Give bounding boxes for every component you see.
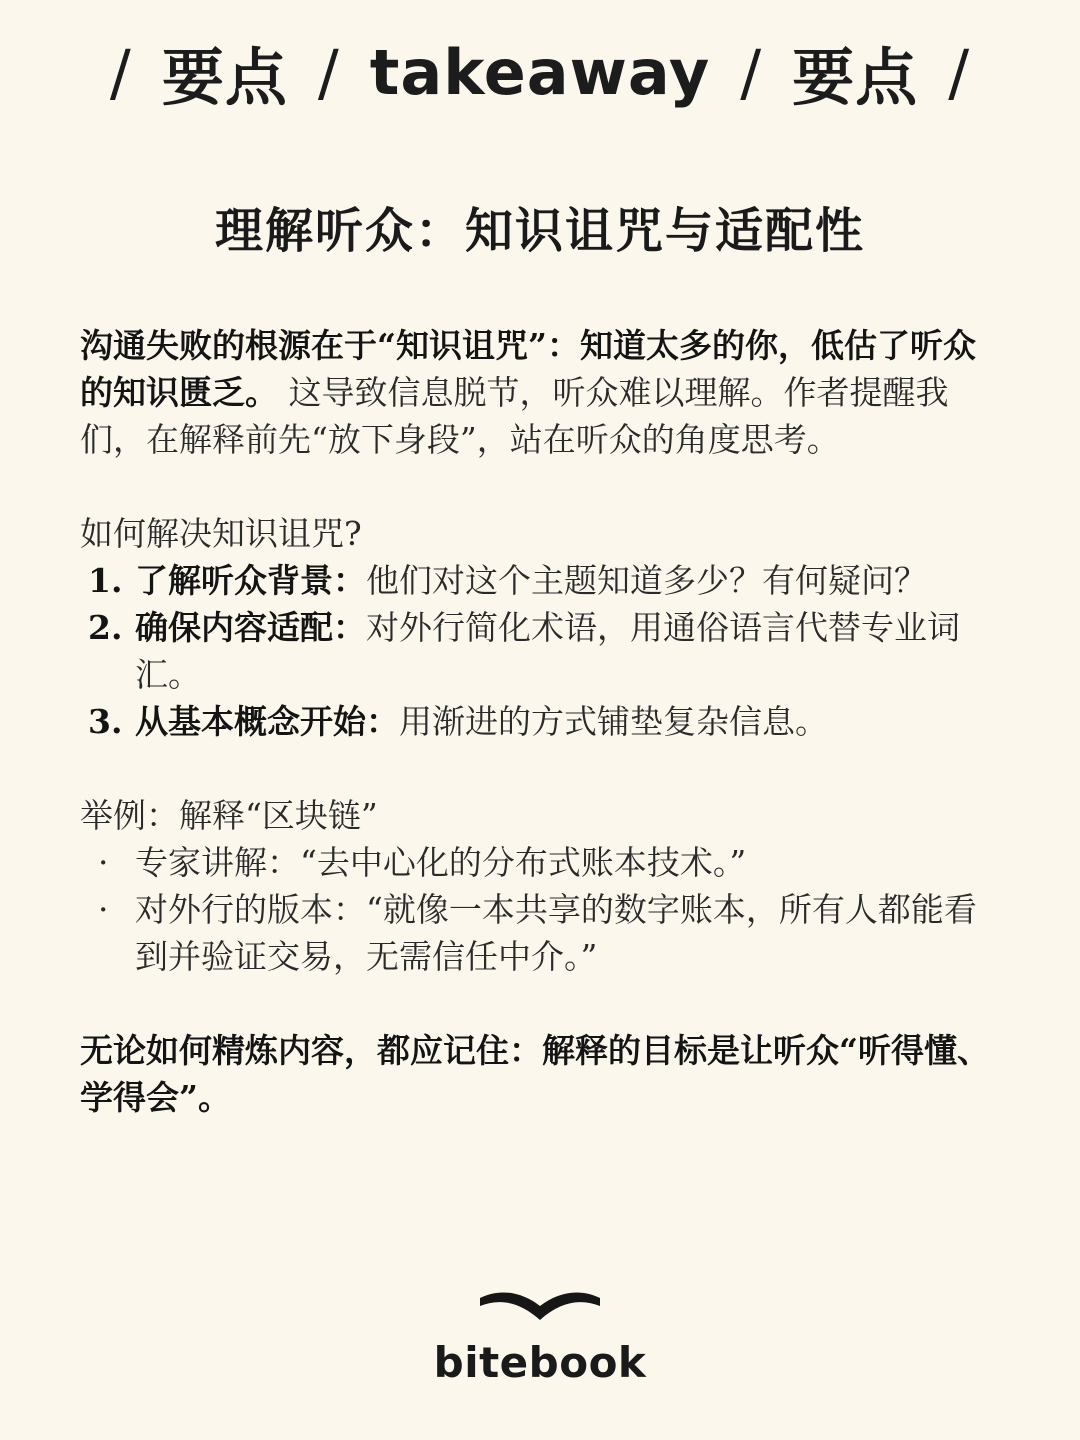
- bullet-dot: ·: [98, 890, 109, 929]
- example-heading: 举例：解释“区块链”: [80, 796, 378, 835]
- list-item: [80, 698, 1005, 745]
- examples-list: [80, 839, 1005, 980]
- intro-paragraph: [80, 322, 1005, 463]
- list-item: [80, 886, 1005, 980]
- example-text: 对外行的版本：“就像一本共享的数字账本，所有人都能看到并验证交易，无需信任中介。”: [135, 890, 977, 976]
- header-word-2: takeaway: [369, 36, 711, 109]
- header-word-1: 要点: [161, 41, 288, 114]
- how-to-question: 如何解决知识诅咒?: [80, 514, 362, 553]
- step-text: 对外行简化术语，用通俗语言代替专业词汇。: [135, 608, 960, 694]
- brand-name: bitebook: [433, 1338, 647, 1387]
- brand-logo: [0, 1290, 1080, 1387]
- step-title: 了解听众背景：: [135, 561, 366, 600]
- step-number: 1.: [88, 561, 123, 600]
- list-item: [80, 604, 1005, 698]
- conclusion-paragraph: 无论如何精炼内容，都应记住：解释的目标是让听众“听得懂、学得会”。: [80, 1031, 990, 1117]
- header-slash: /: [317, 36, 340, 109]
- header-banner: [0, 28, 1080, 117]
- steps-list: [80, 557, 1005, 745]
- header-slash: /: [740, 36, 763, 109]
- header-word-3: 要点: [792, 41, 919, 114]
- book-icon: [478, 1290, 602, 1324]
- header-slash: /: [109, 36, 132, 109]
- list-item: [80, 557, 1005, 604]
- example-text: 专家讲解：“去中心化的分布式账本技术。”: [135, 843, 747, 882]
- step-title: 确保内容适配：: [135, 608, 366, 647]
- intro-normal-text: 这导致信息脱节，听众难以理解。作者提醒我们，在解释前先“放下身段”，站在听众的角度思考。: [80, 373, 949, 459]
- step-text: 用渐进的方式铺垫复杂信息。: [399, 702, 828, 741]
- content-body: [80, 322, 1005, 1121]
- step-number: 2.: [88, 608, 123, 647]
- header-slash: /: [948, 36, 971, 109]
- list-item: [80, 839, 1005, 886]
- step-number: 3.: [88, 702, 123, 741]
- step-text: 他们对这个主题知道多少？有何疑问？: [366, 561, 927, 600]
- intro-bold-text: 沟通失败的根源在于“知识诅咒”：知道太多的你，低估了听众的知识匮乏。: [80, 326, 976, 412]
- page-title: 理解听众：知识诅咒与适配性: [214, 203, 865, 259]
- bullet-dot: ·: [98, 843, 109, 882]
- step-title: 从基本概念开始：: [135, 702, 399, 741]
